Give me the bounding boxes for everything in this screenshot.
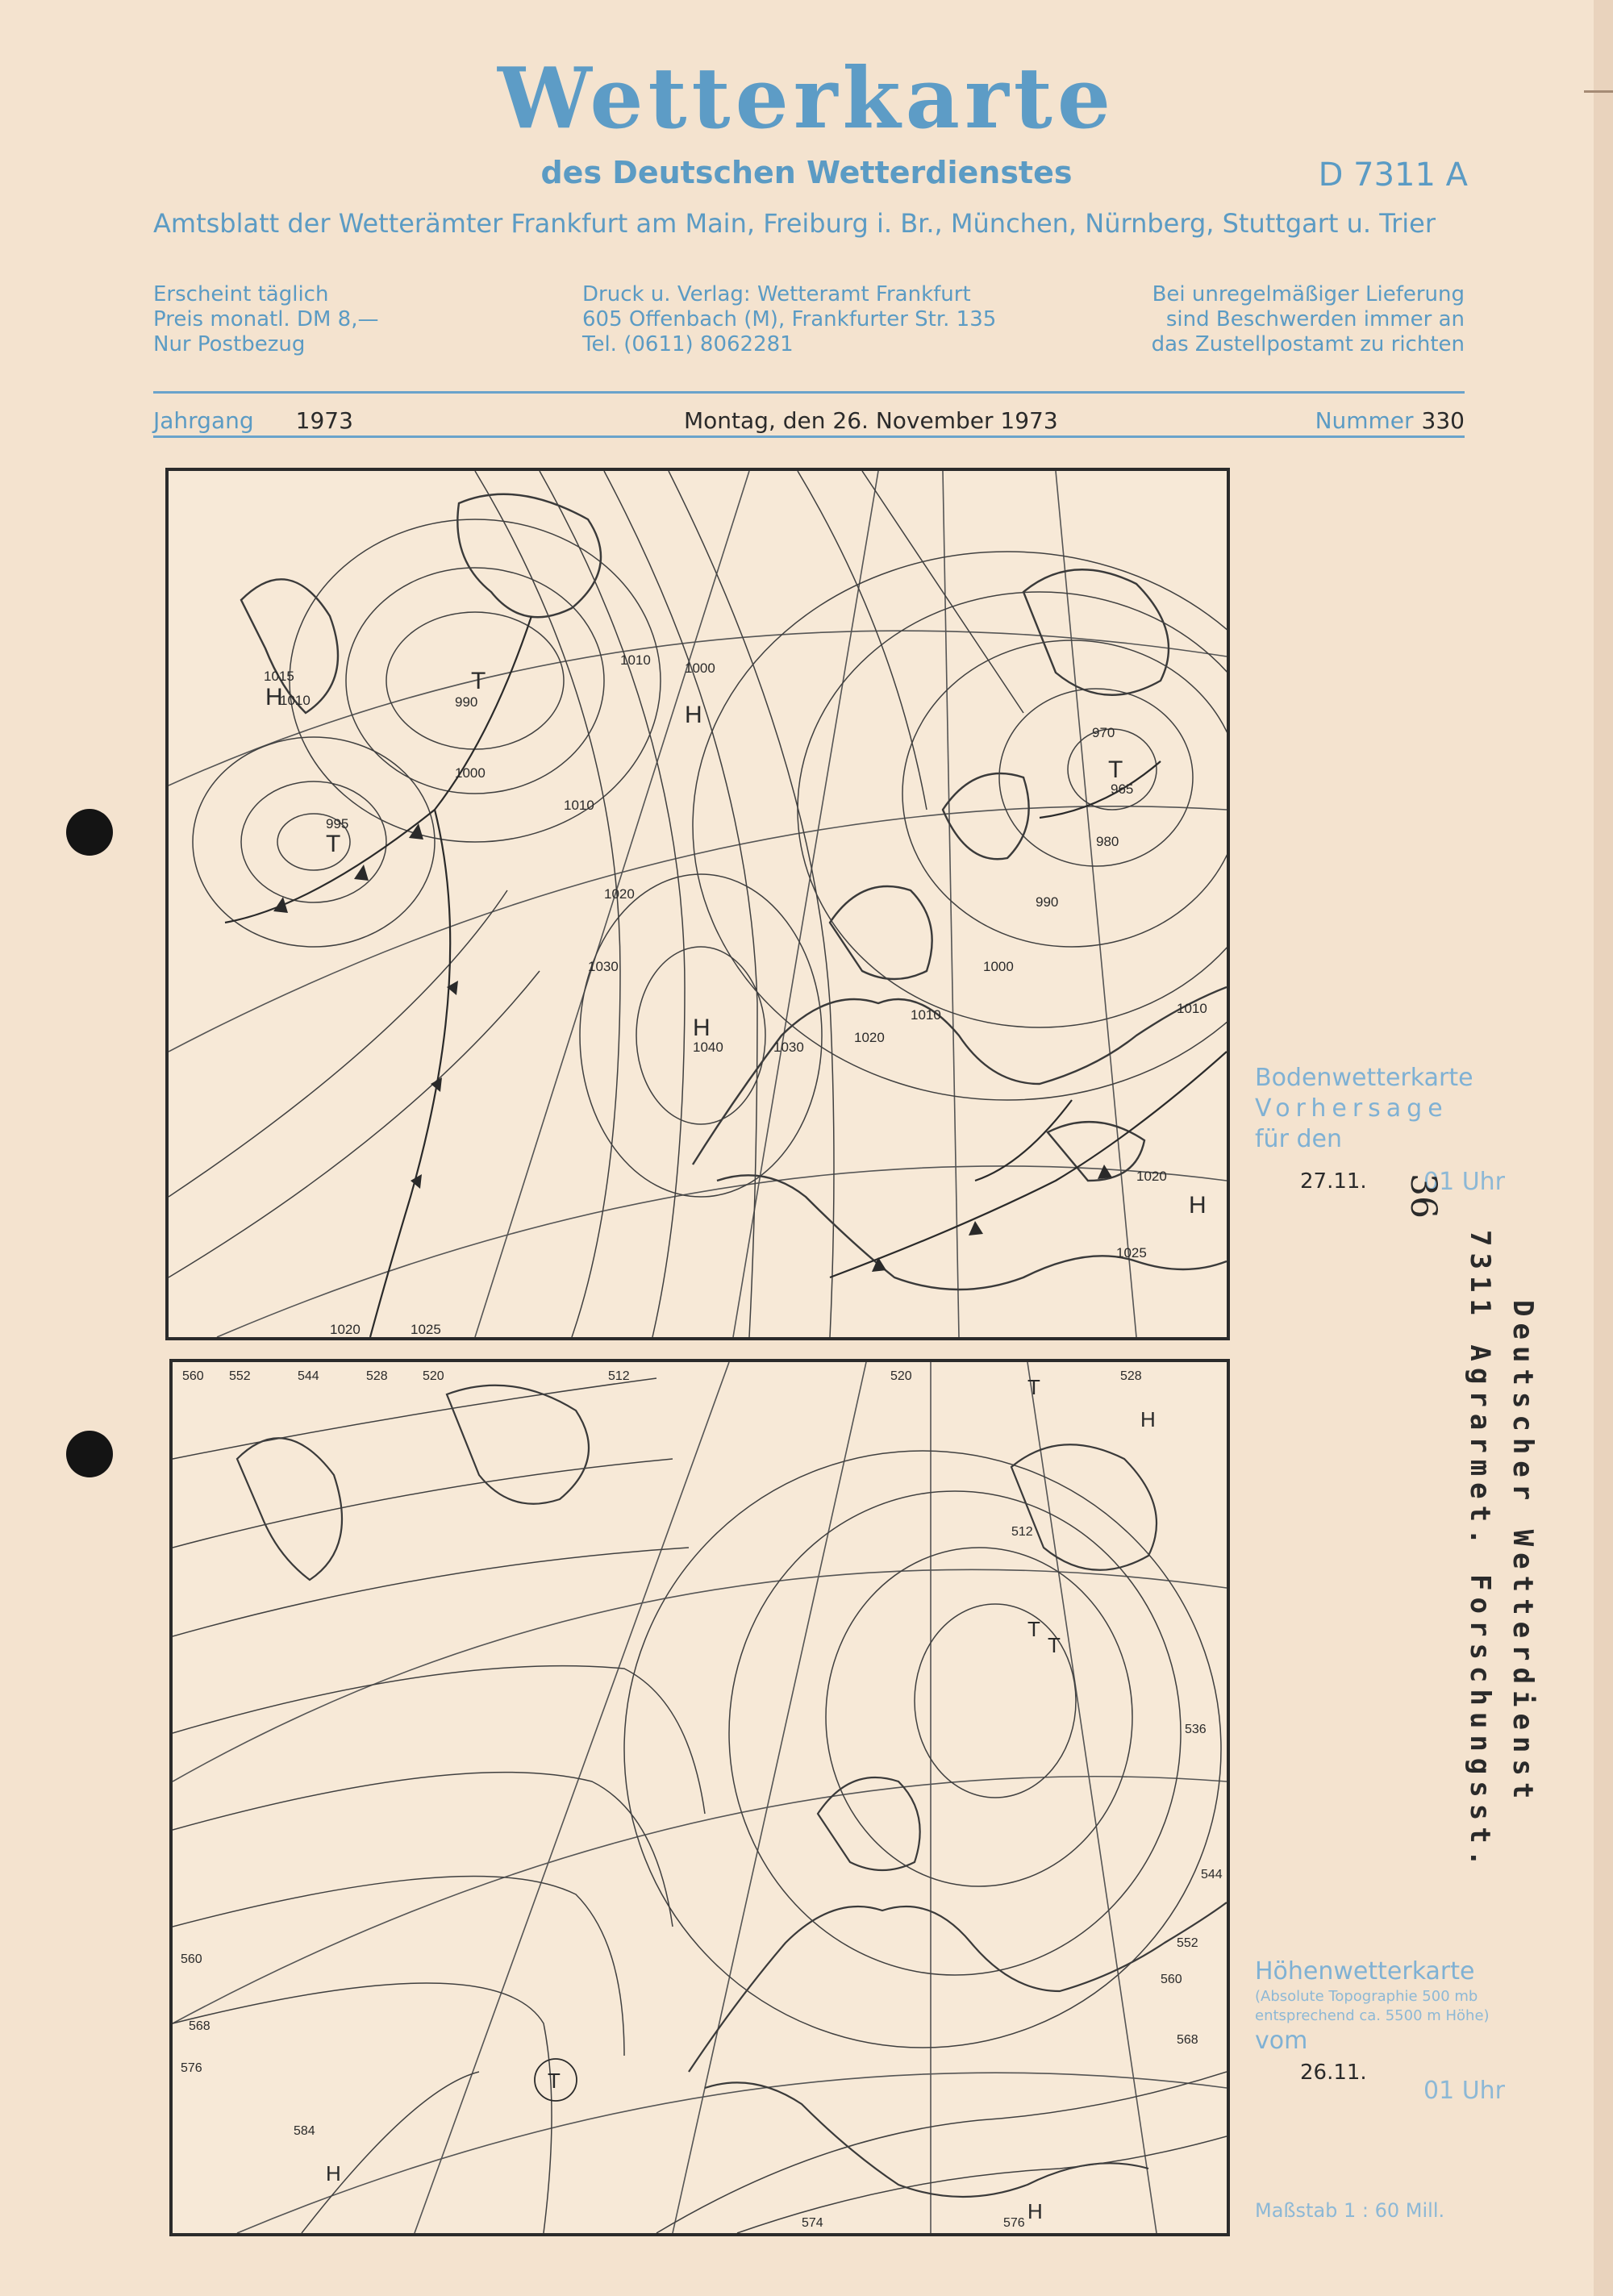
caption-line: für den [1255, 1125, 1342, 1153]
isobar-label: 1010 [911, 1007, 941, 1023]
isobar-label: 1000 [685, 660, 715, 676]
info-line: Preis monatl. DM 8,— [153, 307, 379, 331]
height-label: 544 [1201, 1868, 1223, 1881]
stamp-line-2: 7311 Agrarmet. Forschungsst. [1464, 1230, 1496, 1873]
info-line: Erscheint täglich [153, 282, 329, 306]
stamp-line-1: Deutscher Wetterdienst [1507, 1300, 1539, 1806]
height-label: 536 [1185, 1723, 1207, 1736]
isobar-label: 1020 [604, 886, 635, 902]
isobar-label: 1010 [564, 798, 594, 813]
pressure-center: H [1189, 1192, 1207, 1219]
pressure-center: T [1048, 1633, 1061, 1657]
info-line: Nur Postbezug [153, 332, 306, 356]
isobar-label: 1025 [411, 1322, 441, 1337]
subscription-info [153, 282, 379, 357]
isobar-label: 1010 [280, 693, 311, 708]
isobar-label: 965 [1111, 781, 1134, 797]
publisher-info [582, 282, 996, 357]
pressure-center: T [471, 668, 486, 694]
caption-line: Bodenwetterkarte [1255, 1064, 1473, 1092]
isobar-label: 1010 [620, 652, 651, 668]
pressure-center: T [326, 831, 341, 857]
isobar-label: 995 [326, 816, 349, 831]
header-rule-bottom [153, 435, 1465, 438]
punch-hole [66, 809, 113, 856]
handwritten-number: 36 [1403, 1173, 1444, 1219]
isobar-label: 1020 [1136, 1169, 1167, 1184]
isobar-label: 990 [1036, 894, 1059, 910]
isobar-label: 1020 [854, 1030, 885, 1045]
height-label: 560 [182, 1369, 204, 1383]
isobar-label: 1025 [1116, 1245, 1147, 1261]
isobar-label: 970 [1092, 725, 1115, 740]
info-line: Bei unregelmäßiger Lieferung [1152, 282, 1465, 306]
surface-map-drawing [169, 471, 1227, 1337]
upper-pressure-centers [326, 1375, 1156, 2223]
height-label: 552 [229, 1369, 251, 1383]
upper-map-date: 26.11. [1300, 2061, 1367, 2085]
caption-line: Vorhersage [1255, 1094, 1448, 1123]
info-line: Tel. (0611) 8062281 [582, 332, 794, 356]
info-line: das Zustellpostamt zu richten [1151, 332, 1465, 356]
issue-number [1315, 407, 1465, 434]
info-line: 605 Offenbach (M), Frankfurter Str. 135 [582, 307, 997, 331]
isobar-label: 1000 [983, 959, 1014, 974]
height-label: 528 [366, 1369, 388, 1383]
isobar-label: 1020 [330, 1322, 361, 1337]
info-line: sind Beschwerden immer an [1165, 307, 1465, 331]
pressure-center: T [1108, 756, 1123, 783]
paper-edge [1594, 0, 1613, 2296]
surface-coastlines [241, 494, 1227, 1290]
page-subtitle: des Deutschen Wetterdienstes [540, 155, 1073, 190]
isobar-label: 1040 [693, 1040, 723, 1055]
page-title: Wetterkarte [498, 48, 1115, 148]
upper-map-drawing [173, 1362, 1227, 2233]
masthead [0, 48, 1613, 148]
surface-isobar-labels [264, 652, 1207, 1337]
isobar-label: 1030 [773, 1040, 804, 1055]
pressure-center: H [1140, 1407, 1156, 1431]
caption-line: (Absolute Topographie 500 mb [1255, 1988, 1478, 2005]
info-line: Druck u. Verlag: Wetteramt Frankfurt [582, 282, 971, 306]
height-label: 568 [189, 2019, 210, 2033]
upper-map-caption [1255, 1956, 1490, 2056]
pressure-center: H [265, 684, 283, 710]
height-label: 552 [1177, 1936, 1198, 1950]
surface-weather-map [165, 468, 1230, 1340]
publication-code: D 7311 A [1318, 156, 1468, 194]
isobar-label: 1010 [1177, 1001, 1207, 1016]
upper-contours [173, 1378, 1227, 2233]
caption-line: vom [1255, 2027, 1308, 2055]
nummer-label: Nummer [1315, 407, 1414, 434]
surface-map-hour: 01 Uhr [1423, 1168, 1506, 1196]
height-label: 568 [1177, 2033, 1198, 2047]
jahrgang [153, 407, 353, 434]
map-scale: Maßstab 1 : 60 Mill. [1255, 2199, 1445, 2222]
height-label: 560 [181, 1952, 202, 1966]
pressure-center: H [693, 1015, 711, 1041]
upper-graticule [173, 1362, 1227, 2233]
height-label: 560 [1161, 1973, 1182, 1986]
jahrgang-label: Jahrgang [153, 407, 254, 434]
height-label: 512 [1011, 1525, 1033, 1539]
nummer-value: 330 [1421, 407, 1465, 434]
caption-line: Höhenwetterkarte [1255, 1957, 1475, 1986]
height-label: 584 [294, 2124, 315, 2138]
height-label: 520 [423, 1369, 444, 1383]
isobar-label: 1000 [455, 765, 486, 781]
pressure-center: T [1027, 1375, 1040, 1399]
caption-line: entsprechend ca. 5500 m Höhe) [1255, 2007, 1490, 2024]
punch-hole [66, 1431, 113, 1477]
surface-map-date: 27.11. [1300, 1169, 1367, 1194]
issue-date: Montag, den 26. November 1973 [684, 407, 1058, 434]
pressure-center: T [1027, 1617, 1040, 1641]
isobar-label: 1015 [264, 669, 294, 684]
upper-air-map [169, 1359, 1230, 2236]
height-label: 520 [890, 1369, 912, 1383]
pressure-center: H [1027, 2199, 1043, 2223]
height-label: 544 [298, 1369, 319, 1383]
height-label: 576 [1003, 2216, 1025, 2230]
jahrgang-value: 1973 [295, 407, 353, 434]
height-label: 512 [608, 1369, 630, 1383]
pressure-center: H [685, 702, 702, 728]
height-label: 528 [1120, 1369, 1142, 1383]
isobar-label: 1030 [588, 959, 619, 974]
surface-fronts [225, 616, 1227, 1337]
amtsblatt-line: Amtsblatt der Wetterämter Frankfurt am Main, Freiburg i. Br., München, Nürnberg, Stuttgart u. Trier [153, 208, 1436, 239]
surface-map-caption [1255, 1063, 1473, 1155]
isobar-label: 990 [455, 694, 478, 710]
header-rule-top [153, 391, 1465, 394]
pressure-center: T [548, 2069, 561, 2093]
pressure-center: H [326, 2161, 341, 2186]
upper-map-hour: 01 Uhr [1423, 2077, 1506, 2105]
isobar-label: 980 [1096, 834, 1119, 849]
surface-graticule [169, 471, 1227, 1337]
complaint-info [1152, 282, 1465, 357]
height-label: 574 [802, 2216, 823, 2230]
height-label: 576 [181, 2061, 202, 2075]
